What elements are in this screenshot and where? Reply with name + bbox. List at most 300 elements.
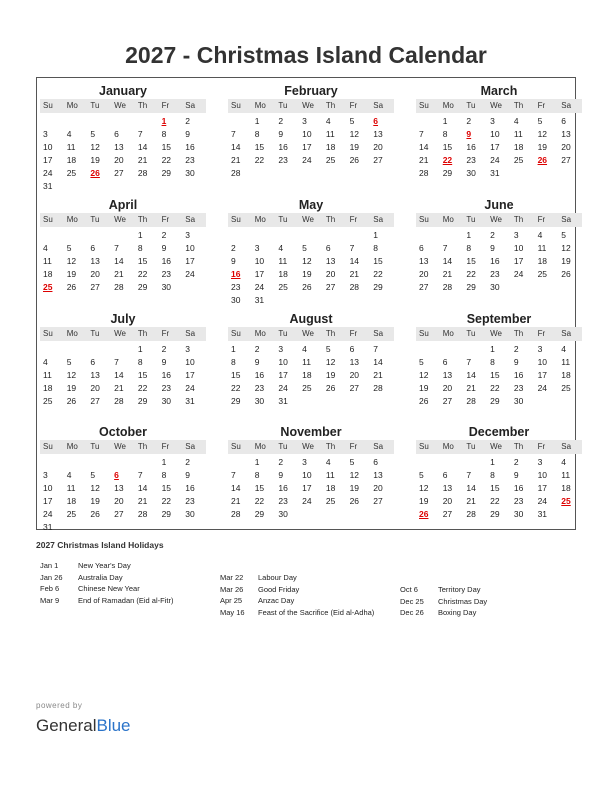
day-cell: 12: [66, 370, 77, 380]
day-cell: 14: [442, 256, 453, 266]
day-cell-holiday: 6: [373, 116, 379, 126]
day-cell: 8: [466, 243, 472, 253]
day-cell: 5: [419, 470, 424, 480]
day-cell: 11: [513, 129, 523, 139]
day-cell: 21: [349, 269, 360, 279]
day-cell: 19: [349, 483, 360, 493]
weekday-label: We: [302, 101, 314, 110]
holiday-name: Boxing Day: [438, 608, 477, 617]
day-cell: 10: [537, 357, 548, 367]
day-cell: 21: [137, 496, 148, 506]
day-cell: 29: [137, 282, 148, 292]
day-cell: 27: [114, 168, 124, 178]
day-cell: 8: [442, 129, 448, 139]
day-cell: 13: [419, 256, 429, 266]
day-cell: 21: [466, 496, 476, 506]
weekday-label: Mo: [442, 101, 454, 110]
day-cell: 12: [419, 483, 429, 493]
day-cell: 21: [442, 269, 453, 279]
holiday-date: Jan 26: [40, 572, 63, 582]
day-cell: 17: [490, 142, 500, 152]
weekday-label: Th: [513, 101, 524, 110]
day-cell: 6: [373, 457, 379, 467]
holiday-name: Christmas Day: [438, 596, 488, 606]
day-cell: 24: [302, 496, 312, 506]
weekday-header: [416, 213, 582, 227]
generalblue-logo[interactable]: [36, 716, 131, 736]
day-grid: [40, 456, 206, 534]
day-cell: 25: [561, 383, 571, 393]
day-cell: 5: [90, 129, 96, 139]
month-july: [40, 311, 206, 408]
day-cell: 25: [537, 269, 548, 279]
month-may: [228, 197, 394, 307]
day-cell: 1: [254, 457, 260, 467]
day-cell: 19: [90, 155, 100, 165]
weekday-label: Tu: [466, 442, 476, 451]
day-cell: 4: [325, 457, 331, 467]
weekday-label: Tu: [278, 215, 288, 224]
day-cell: 8: [231, 357, 236, 367]
holiday-date: Apr 25: [220, 596, 243, 605]
day-cell: 18: [537, 256, 548, 266]
day-cell: 21: [114, 383, 124, 393]
day-cell: 17: [537, 483, 548, 493]
holiday-name: End of Ramadan (Eid al-Fitr): [78, 595, 174, 605]
day-cell: 19: [349, 142, 360, 152]
day-empty: [64, 229, 88, 242]
day-grid: [40, 229, 206, 294]
day-cell: 15: [254, 142, 265, 152]
day-grid: [228, 229, 394, 307]
day-cell: 7: [231, 129, 236, 139]
day-cell: 13: [90, 256, 100, 266]
weekday-label: Fr: [161, 329, 170, 338]
day-cell: 9: [161, 243, 167, 253]
day-cell: 29: [137, 396, 148, 406]
day-cell: 9: [161, 357, 167, 367]
day-cell: 23: [278, 496, 288, 506]
day-cell: 17: [302, 483, 312, 493]
day-cell: 15: [490, 370, 500, 380]
day-cell: 3: [513, 230, 519, 240]
weekday-label: Tu: [466, 215, 476, 224]
day-cell-holiday: 25: [43, 282, 53, 292]
weekday-label: Mo: [66, 215, 78, 224]
day-cell: 1: [490, 457, 495, 467]
day-cell: 21: [466, 383, 476, 393]
weekday-label: Fr: [537, 101, 546, 110]
day-cell: 8: [254, 470, 260, 480]
day-cell: 27: [325, 282, 336, 292]
day-cell: 30: [161, 396, 172, 406]
day-cell: 6: [325, 243, 331, 253]
day-cell: 5: [419, 357, 424, 367]
day-cell: 10: [278, 357, 288, 367]
day-cell: 14: [349, 256, 360, 266]
day-cell: 24: [537, 383, 548, 393]
day-cell: 20: [114, 496, 124, 506]
day-cell: 1: [466, 230, 472, 240]
day-cell: 5: [66, 243, 72, 253]
day-cell: 23: [466, 155, 476, 165]
day-cell: 3: [278, 344, 284, 354]
day-cell: 15: [231, 370, 241, 380]
day-cell: 5: [349, 457, 355, 467]
day-empty: [40, 115, 64, 128]
day-cell: 22: [137, 383, 148, 393]
day-grid: [416, 456, 582, 521]
day-cell: 9: [513, 470, 519, 480]
day-empty: [440, 343, 464, 356]
day-cell: 1: [490, 344, 495, 354]
weekday-label: Mo: [66, 101, 78, 110]
holiday-column: [40, 560, 173, 606]
weekday-label: Sa: [373, 215, 384, 224]
day-grid: [416, 343, 582, 408]
weekday-label: Su: [419, 442, 429, 451]
day-cell: 28: [466, 396, 476, 406]
day-empty: [64, 343, 88, 356]
day-grid: [40, 343, 206, 408]
day-cell: 17: [185, 370, 195, 380]
day-cell: 15: [137, 370, 148, 380]
day-cell: 9: [254, 357, 260, 367]
day-cell-holiday: 16: [231, 269, 241, 279]
day-cell: 4: [561, 457, 567, 467]
day-cell: 15: [161, 142, 172, 152]
day-cell: 2: [185, 457, 191, 467]
day-cell: 27: [561, 155, 571, 165]
day-cell: 1: [137, 344, 143, 354]
weekday-label: Th: [325, 329, 336, 338]
day-cell: 20: [90, 383, 100, 393]
day-cell: 11: [302, 357, 311, 367]
weekday-label: Th: [137, 101, 148, 110]
day-cell: 10: [302, 470, 312, 480]
day-cell: 21: [114, 269, 124, 279]
day-cell: 16: [278, 483, 288, 493]
day-cell: 13: [349, 357, 360, 367]
weekday-label: Mo: [442, 329, 454, 338]
day-cell: 11: [561, 470, 571, 480]
day-empty: [275, 229, 299, 242]
day-cell: 9: [513, 357, 519, 367]
day-empty: [299, 229, 323, 242]
day-cell: 20: [373, 142, 383, 152]
day-cell: 28: [442, 282, 453, 292]
day-cell: 31: [278, 396, 288, 406]
weekday-header: [228, 99, 394, 113]
day-cell: 1: [137, 230, 143, 240]
day-cell: 7: [442, 243, 448, 253]
weekday-label: Su: [419, 215, 429, 224]
day-cell: 18: [278, 269, 288, 279]
day-cell: 30: [185, 168, 195, 178]
day-cell: 30: [490, 282, 500, 292]
day-cell: 28: [114, 282, 124, 292]
day-empty: [87, 229, 111, 242]
day-cell: 30: [466, 168, 476, 178]
day-cell: 2: [513, 457, 519, 467]
weekday-header: [416, 440, 582, 454]
month-january: [40, 83, 206, 193]
day-cell: 11: [325, 470, 335, 480]
day-cell: 27: [419, 282, 429, 292]
day-empty: [440, 456, 464, 469]
holiday-row: [40, 595, 173, 607]
day-cell: 26: [349, 496, 360, 506]
day-cell: 10: [254, 256, 265, 266]
weekday-label: We: [490, 442, 502, 451]
weekday-label: Th: [513, 215, 524, 224]
day-cell: 13: [373, 470, 383, 480]
weekday-header: [40, 213, 206, 227]
day-cell: 18: [513, 142, 524, 152]
day-cell: 29: [161, 509, 172, 519]
day-empty: [440, 229, 464, 242]
day-cell: 11: [278, 256, 288, 266]
day-cell: 4: [302, 344, 307, 354]
weekday-label: Tu: [278, 101, 288, 110]
weekday-label: Su: [231, 101, 241, 110]
holiday-name: Australia Day: [78, 572, 123, 582]
day-cell: 14: [419, 142, 429, 152]
weekday-label: Su: [43, 442, 53, 451]
day-cell: 21: [137, 155, 148, 165]
day-cell: 7: [373, 344, 379, 354]
weekday-header: [40, 99, 206, 113]
day-cell: 1: [442, 116, 448, 126]
day-cell: 29: [373, 282, 383, 292]
day-empty: [87, 115, 111, 128]
day-cell: 13: [442, 483, 453, 493]
holiday-row: [40, 560, 173, 572]
day-cell: 30: [513, 396, 524, 406]
holiday-date: Feb 6: [40, 584, 60, 593]
day-empty: [40, 343, 64, 356]
weekday-label: Tu: [466, 101, 476, 110]
day-cell: 15: [161, 483, 172, 493]
weekday-header: [40, 440, 206, 454]
day-cell: 23: [231, 282, 241, 292]
day-cell: 1: [373, 230, 379, 240]
weekday-header: [228, 213, 394, 227]
month-name: April: [108, 198, 138, 212]
day-cell: 19: [66, 383, 77, 393]
day-cell: 27: [373, 496, 383, 506]
weekday-label: Tu: [90, 101, 100, 110]
weekday-label: Su: [43, 101, 53, 110]
day-cell: 16: [161, 256, 172, 266]
weekday-header: [228, 440, 394, 454]
day-empty: [347, 229, 371, 242]
weekday-label: We: [490, 101, 502, 110]
weekday-label: Th: [325, 442, 336, 451]
day-cell: 23: [490, 269, 500, 279]
day-empty: [40, 229, 64, 242]
day-cell: 6: [419, 243, 424, 253]
day-cell: 26: [90, 509, 100, 519]
day-empty: [252, 229, 276, 242]
day-cell: 18: [43, 269, 53, 279]
holiday-date: Dec 26: [400, 608, 424, 617]
weekday-label: Mo: [66, 442, 78, 451]
weekday-label: Sa: [185, 215, 196, 224]
day-cell: 16: [466, 142, 476, 152]
day-cell: 8: [490, 357, 495, 367]
day-cell: 25: [325, 155, 336, 165]
day-cell: 30: [185, 509, 195, 519]
day-cell: 6: [561, 116, 567, 126]
day-cell: 11: [561, 357, 571, 367]
weekday-label: Mo: [254, 442, 266, 451]
weekday-label: We: [490, 329, 502, 338]
holiday-name: Feast of the Sacrifice (Eid al-Adha): [258, 607, 375, 617]
day-cell: 27: [90, 396, 100, 406]
day-cell: 29: [161, 168, 172, 178]
day-cell: 17: [302, 142, 312, 152]
day-cell: 29: [442, 168, 453, 178]
weekday-header: [40, 327, 206, 341]
month-october: [40, 424, 206, 534]
day-cell: 15: [254, 483, 265, 493]
weekday-label: Su: [419, 101, 429, 110]
day-cell: 19: [537, 142, 548, 152]
day-cell: 11: [43, 256, 52, 266]
holiday-row: [40, 583, 173, 595]
day-cell: 28: [466, 509, 476, 519]
day-empty: [40, 456, 64, 469]
day-cell-holiday: 26: [419, 509, 429, 519]
holiday-row: [400, 584, 487, 596]
day-cell: 10: [43, 483, 53, 493]
day-cell: 7: [466, 470, 472, 480]
day-cell: 18: [66, 496, 77, 506]
day-cell: 23: [161, 383, 172, 393]
weekday-label: Tu: [90, 442, 100, 451]
day-cell: 17: [278, 370, 288, 380]
month-name: December: [468, 425, 530, 439]
day-cell: 6: [90, 357, 96, 367]
day-cell: 2: [161, 344, 167, 354]
day-cell: 20: [442, 496, 453, 506]
day-empty: [463, 343, 487, 356]
day-cell: 18: [561, 483, 571, 493]
day-cell: 14: [114, 370, 124, 380]
holiday-date: Mar 22: [220, 573, 244, 582]
day-cell: 15: [137, 256, 148, 266]
day-cell: 3: [537, 344, 543, 354]
day-cell: 10: [43, 142, 53, 152]
day-empty: [416, 229, 440, 242]
day-empty: [111, 456, 135, 469]
day-cell: 13: [561, 129, 571, 139]
day-cell: 27: [442, 509, 453, 519]
day-cell: 5: [349, 116, 355, 126]
month-name: November: [280, 425, 342, 439]
weekday-label: Fr: [349, 442, 358, 451]
day-cell: 23: [513, 383, 524, 393]
holiday-column: [400, 584, 487, 619]
day-cell: 22: [231, 383, 241, 393]
holiday-row: [220, 572, 374, 584]
day-cell: 3: [43, 129, 48, 139]
day-cell: 19: [90, 496, 100, 506]
day-cell: 5: [561, 230, 567, 240]
day-cell: 3: [537, 457, 543, 467]
day-cell: 12: [90, 483, 100, 493]
day-cell: 7: [137, 129, 143, 139]
day-cell: 24: [302, 155, 312, 165]
day-cell: 30: [231, 295, 241, 305]
day-cell: 20: [349, 370, 360, 380]
day-cell: 11: [325, 129, 335, 139]
day-grid: [228, 115, 394, 180]
day-cell: 31: [185, 396, 195, 406]
day-cell: 14: [466, 370, 476, 380]
weekday-label: Th: [513, 329, 524, 338]
weekday-label: Mo: [254, 329, 266, 338]
day-cell: 10: [537, 470, 548, 480]
day-cell: 11: [43, 370, 52, 380]
weekday-label: Sa: [373, 329, 384, 338]
day-cell: 15: [490, 483, 500, 493]
day-cell: 18: [43, 383, 53, 393]
day-cell: 26: [419, 396, 429, 406]
day-cell: 9: [231, 256, 236, 266]
day-cell: 22: [490, 496, 500, 506]
month-september: [416, 311, 582, 408]
day-cell: 6: [442, 357, 448, 367]
day-cell: 7: [114, 357, 119, 367]
day-cell: 3: [185, 230, 191, 240]
day-cell: 29: [490, 396, 500, 406]
day-cell-holiday: 25: [561, 496, 571, 506]
day-cell: 18: [325, 483, 336, 493]
day-cell: 25: [66, 509, 77, 519]
day-cell: 9: [185, 129, 191, 139]
day-cell: 30: [254, 396, 265, 406]
weekday-label: Sa: [373, 101, 384, 110]
day-cell: 26: [66, 396, 77, 406]
month-august: [228, 311, 394, 408]
day-cell: 2: [185, 116, 191, 126]
day-cell: 19: [66, 269, 77, 279]
day-cell: 31: [43, 522, 53, 532]
holiday-date: May 16: [220, 607, 245, 617]
holiday-name: Chinese New Year: [78, 584, 140, 593]
day-cell-holiday: 26: [90, 168, 100, 178]
day-cell: 17: [43, 496, 53, 506]
day-empty: [135, 115, 159, 128]
weekday-label: Tu: [90, 215, 100, 224]
day-cell: 17: [513, 256, 524, 266]
day-cell: 17: [43, 155, 53, 165]
day-cell: 7: [466, 357, 472, 367]
month-name: June: [484, 198, 514, 212]
day-cell: 11: [537, 243, 547, 253]
day-cell: 26: [349, 155, 360, 165]
day-cell: 8: [137, 243, 143, 253]
day-cell: 4: [66, 129, 72, 139]
day-cell: 4: [513, 116, 519, 126]
day-grid: [416, 115, 582, 180]
day-cell: 30: [513, 509, 524, 519]
day-cell: 29: [466, 282, 476, 292]
day-cell: 27: [442, 396, 453, 406]
day-cell: 22: [466, 269, 476, 279]
